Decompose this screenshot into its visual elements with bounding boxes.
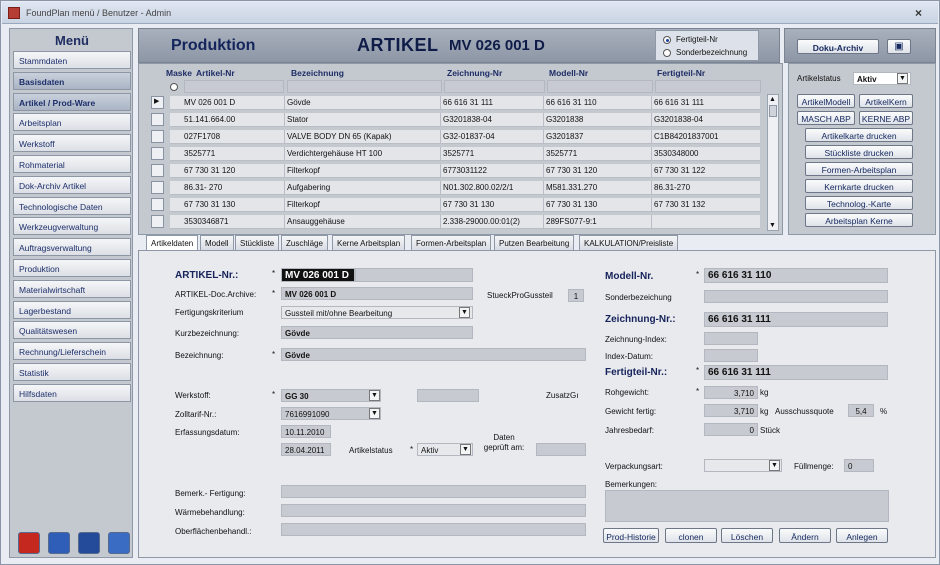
gewicht-unit: kg [760, 407, 769, 416]
tools-icon[interactable] [78, 532, 100, 554]
tab[interactable]: Formen-Arbeitsplan [411, 235, 491, 251]
header-right-panel [784, 28, 936, 63]
fuell-label: Füllmenge: [794, 462, 834, 471]
table-cell: 3530348000 [654, 149, 699, 158]
modell-input[interactable]: 66 616 31 110 [704, 268, 888, 283]
chevron-down-icon[interactable]: ▼ [460, 444, 471, 455]
ausschuss-unit: % [880, 407, 888, 416]
sidebar-item[interactable]: Stammdaten [13, 51, 131, 69]
table-cell: C1B84201837001 [654, 132, 719, 141]
zusatz-input[interactable] [417, 389, 479, 402]
erfassung2-input[interactable]: 28.04.2011 [281, 443, 331, 456]
table-cell: G3201838-04 [654, 115, 703, 124]
tab[interactable]: KALKULATION/Preisliste [579, 235, 678, 251]
scroll-down-icon[interactable]: ▼ [769, 222, 776, 229]
chevron-down-icon[interactable]: ▼ [369, 390, 380, 401]
app-icon [8, 7, 20, 19]
jahres-label: Jahresbedarf: [605, 426, 654, 435]
tab-bar [138, 235, 936, 251]
tab[interactable]: Stückliste [235, 235, 279, 251]
required-marker: * [410, 445, 414, 454]
row-selector[interactable] [151, 130, 164, 143]
jahres-input[interactable]: 0 [704, 423, 758, 436]
erfassung-label: Erfassungsdatum: [175, 428, 240, 437]
action-button[interactable]: Formen-Arbeitsplan [805, 162, 913, 176]
bezeichnung-label: Bezeichnung: [175, 351, 224, 360]
oberflaeche-input[interactable] [281, 523, 586, 536]
column-divider [651, 130, 652, 144]
oberflaeche-label: Oberflächenbehandl.: [175, 527, 252, 536]
jahres-unit: Stück [760, 426, 781, 435]
table-row[interactable] [170, 113, 760, 127]
erfassung-input[interactable]: 10.11.2010 [281, 425, 331, 438]
idatum-input[interactable] [704, 349, 758, 362]
table-row[interactable] [170, 147, 760, 161]
status-select[interactable]: Aktiv [853, 72, 911, 85]
chevron-down-icon[interactable]: ▼ [897, 73, 908, 84]
daten-input[interactable] [536, 443, 586, 456]
verpackung-label: Verpackungsart: [605, 462, 663, 471]
column-divider [284, 96, 285, 110]
table-row[interactable] [170, 164, 760, 178]
loeschen-button[interactable]: Löschen [721, 528, 773, 543]
window-title: FoundPlan menü / Benutzer - Admin [26, 8, 172, 18]
rohgewicht-input[interactable]: 3,710 [704, 386, 758, 399]
chevron-down-icon[interactable]: ▼ [769, 460, 780, 471]
column-divider [543, 215, 544, 229]
table-cell: 67 730 31 122 [654, 166, 706, 175]
doc-archive-input[interactable]: MV 026 001 D [281, 287, 473, 300]
column-divider [651, 164, 652, 178]
action-button[interactable]: Arbeitsplan Kerne [805, 213, 913, 227]
filter-bezeichnung[interactable] [287, 80, 442, 93]
werkstoff-label: Werkstoff: [175, 391, 211, 400]
fertigungskriterium-label: Fertigungskriterium [175, 308, 244, 317]
column-divider [440, 164, 441, 178]
row-selector[interactable]: ▶ [151, 96, 164, 109]
artikel-nr-input-rest[interactable] [355, 268, 473, 282]
grid-scrollbar[interactable] [767, 94, 779, 231]
column-divider [543, 130, 544, 144]
aendern-button[interactable]: Ändern [779, 528, 831, 543]
sidebar-item[interactable]: Werkzeugverwaltung [13, 217, 131, 235]
artikel-label: ARTIKEL [357, 35, 439, 55]
filter-modell-nr[interactable] [547, 80, 653, 93]
table-cell: G3201837 [546, 132, 584, 141]
table-row[interactable] [170, 130, 760, 144]
sidebar-item[interactable]: Rohmaterial [13, 155, 131, 173]
column-divider [284, 198, 285, 212]
globe-icon[interactable] [48, 532, 70, 554]
table-cell: Ansauggehäuse [287, 217, 345, 226]
column-divider [440, 147, 441, 161]
table-cell: 86.31-270 [654, 183, 691, 192]
column-divider [440, 130, 441, 144]
filter-artikel-nr[interactable] [184, 80, 284, 93]
rohgewicht-label: Rohgewicht: [605, 388, 650, 397]
table-row[interactable] [170, 198, 760, 212]
fertigteil-label: Fertigteil-Nr.: [605, 367, 668, 378]
column-divider [651, 215, 652, 229]
column-divider [651, 96, 652, 110]
table-cell: 67 730 31 130 [443, 200, 495, 209]
zeichnung-input[interactable]: 66 616 31 111 [704, 312, 888, 327]
camera-icon[interactable]: ▣ [887, 39, 911, 54]
gewicht-input[interactable]: 3,710 [704, 404, 758, 417]
required-marker: * [272, 390, 276, 399]
sidebar-item[interactable]: Technologische Daten [13, 197, 131, 215]
sidebar-item[interactable]: Materialwirtschaft [13, 280, 131, 298]
radio-sonder[interactable] [663, 49, 671, 57]
table-row[interactable] [170, 181, 760, 195]
action-button[interactable]: Artikelkarte drucken [805, 128, 913, 142]
table-cell: MV 026 001 D [184, 98, 236, 107]
column-divider [440, 181, 441, 195]
row-selector[interactable] [151, 147, 164, 160]
sidebar-item[interactable]: Artikel / Prod-Ware [13, 93, 131, 111]
masch-abp-button[interactable]: MASCH ABP [797, 111, 855, 125]
sidebar-item[interactable]: Dok-Archiv Artikel [13, 176, 131, 194]
stueck-input[interactable]: 1 [568, 289, 584, 302]
modell-label: Modell-Nr. [605, 271, 654, 282]
table-cell: Gövde [287, 98, 311, 107]
table-cell: 3525771 [546, 149, 578, 158]
col-zeichnung-nr: Zeichnung-Nr [447, 68, 503, 78]
kurzbez-input[interactable]: Gövde [281, 326, 473, 339]
table-row[interactable] [170, 215, 760, 229]
row-selector[interactable] [151, 215, 164, 228]
kurzbez-label: Kurzbezeichnung: [175, 329, 240, 338]
power-icon[interactable] [18, 532, 40, 554]
table-cell: Stator [287, 115, 309, 124]
section-title: Produktion [171, 37, 256, 54]
table-cell: 67 730 31 120 [546, 166, 598, 175]
column-divider [543, 164, 544, 178]
artikel-number: MV 026 001 D [449, 37, 545, 54]
table-cell: 027F1708 [184, 132, 221, 141]
action-button[interactable]: Stückliste drucken [805, 145, 913, 159]
idatum-label: Index-Datum: [605, 352, 654, 361]
required-marker: * [272, 269, 276, 278]
zeichnung-label: Zeichnung-Nr.: [605, 314, 676, 325]
window-icon[interactable] [108, 532, 130, 554]
column-divider [651, 113, 652, 127]
column-divider [543, 181, 544, 195]
status-label: Artikelstatus [797, 74, 841, 83]
radio-sonder-label: Sonderbezeichnung [676, 48, 748, 57]
zindex-input[interactable] [704, 332, 758, 345]
table-cell: 3530346871 [184, 217, 229, 226]
zindex-label: Zeichnung-Index: [605, 335, 667, 344]
required-marker: * [696, 366, 700, 375]
prod-historie-button[interactable]: Prod-Historie [603, 528, 659, 543]
bemerk-input[interactable] [281, 485, 586, 498]
ausschuss-input[interactable]: 5,4 [848, 404, 874, 417]
column-divider [440, 215, 441, 229]
column-divider [651, 198, 652, 212]
column-divider [543, 96, 544, 110]
row-selector[interactable] [151, 113, 164, 126]
zolltarif-label: Zolltarif-Nr.: [175, 410, 217, 419]
clonen-button[interactable]: clonen [665, 528, 717, 543]
column-divider [651, 181, 652, 195]
sidebar-item[interactable]: Arbeitsplan [13, 113, 131, 131]
fertigungskriterium-select[interactable]: Gussteil mit/ohne Bearbeitung [281, 306, 473, 319]
artikelmodell-button[interactable]: ArtikelModell [797, 94, 855, 108]
sidebar-item[interactable]: Statistik [13, 363, 131, 381]
tab[interactable]: Putzen Bearbeitung [494, 235, 574, 251]
scroll-thumb[interactable] [769, 105, 777, 117]
doc-archive-label: ARTIKEL-Doc.Archive: [175, 290, 257, 299]
table-cell: G32-01837-04 [443, 132, 495, 141]
mask-label: Maske [166, 68, 192, 78]
waerme-label: Wärmebehandlung: [175, 508, 245, 517]
bezeichnung-input[interactable]: Gövde [281, 348, 586, 361]
column-divider [543, 198, 544, 212]
tab[interactable]: Modell [200, 235, 234, 251]
tab[interactable]: Kerne Arbeitsplan [332, 235, 405, 251]
column-divider [543, 147, 544, 161]
anlegen-button[interactable]: Anlegen [836, 528, 888, 543]
tab[interactable]: Zuschläge [281, 235, 328, 251]
table-cell: G3201838-04 [443, 115, 492, 124]
radio-fertigteil[interactable] [663, 36, 671, 44]
row-selector[interactable] [151, 181, 164, 194]
action-button[interactable]: Kernkarte drucken [805, 179, 913, 193]
column-divider [284, 181, 285, 195]
table-cell: 3525771 [443, 149, 475, 158]
sidebar-item[interactable]: Produktion [13, 259, 131, 277]
detail-panel [138, 250, 936, 558]
table-cell: Filterkopf [287, 166, 320, 175]
rohgewicht-unit: kg [760, 388, 769, 397]
table-cell: Verdichtergehäuse HT 100 [287, 149, 383, 158]
mask-radio[interactable] [170, 83, 178, 91]
artikelstatus-select[interactable]: Aktiv [417, 443, 473, 456]
table-cell: 86.31- 270 [184, 183, 223, 192]
table-cell: G3201838 [546, 115, 584, 124]
column-divider [440, 96, 441, 110]
row-selector[interactable] [151, 198, 164, 211]
table-cell: 6773031122 [443, 166, 487, 175]
fuell-input[interactable]: 0 [844, 459, 874, 472]
table-cell: 66 616 31 111 [654, 98, 704, 107]
werkstoff-select[interactable]: GG 30 [281, 389, 381, 402]
column-divider [284, 164, 285, 178]
waerme-input[interactable] [281, 504, 586, 517]
action-button[interactable]: Technolog.-Karte [805, 196, 913, 210]
table-cell: 66 616 31 111 [443, 98, 493, 107]
sonder-input[interactable] [704, 290, 888, 303]
artikel-nr-input[interactable]: MV 026 001 D [281, 268, 355, 282]
sidebar-item[interactable]: Auftragsverwaltung [13, 238, 131, 256]
table-row[interactable] [170, 96, 760, 110]
column-divider [440, 113, 441, 127]
table-cell: 3525771 [184, 149, 216, 158]
filter-fertigteil-nr[interactable] [655, 80, 761, 93]
table-cell: 66 616 31 110 [546, 98, 597, 107]
zolltarif-select[interactable]: 7616991090 [281, 407, 381, 420]
chevron-down-icon[interactable]: ▼ [369, 408, 380, 419]
tab[interactable]: Artikeldaten [146, 235, 198, 252]
radio-fertigteil-label: Fertigteil-Nr [676, 35, 718, 44]
kerne-abp-button[interactable]: KERNE ABP [859, 111, 913, 125]
sidebar-item[interactable]: Rechnung/Lieferschein [13, 342, 131, 360]
stueck-label: StueckProGussteil [487, 291, 553, 300]
column-divider [543, 113, 544, 127]
row-selector[interactable] [151, 164, 164, 177]
search-mode-group [655, 30, 759, 61]
sidebar-item[interactable]: Werkstoff [13, 134, 131, 152]
column-divider [284, 113, 285, 127]
column-divider [284, 130, 285, 144]
table-cell: N01.302.800.02/2/1 [443, 183, 514, 192]
table-cell: 2.338-29000.00:01(2) [443, 217, 520, 226]
table-cell: 67 730 31 130 [184, 200, 236, 209]
column-divider [284, 215, 285, 229]
required-marker: * [696, 387, 700, 396]
required-marker: * [272, 350, 276, 359]
required-marker: * [696, 270, 700, 279]
title-bar [2, 2, 938, 24]
doku-archiv-button[interactable]: Doku-Archiv [797, 39, 879, 54]
required-marker: * [272, 289, 276, 298]
gewicht-label: Gewicht fertig: [605, 407, 657, 416]
table-cell: 67 730 31 132 [654, 200, 706, 209]
ausschuss-label: Ausschussquote [775, 407, 834, 416]
table-cell: 67 730 31 120 [184, 166, 236, 175]
artikel-nr-label: ARTIKEL-Nr.: [175, 270, 239, 281]
sidebar-menu [9, 28, 133, 558]
col-fertigteil-nr: Fertigteil-Nr [657, 68, 706, 78]
col-artikel-nr: Artikel-Nr [196, 68, 235, 78]
column-divider [284, 147, 285, 161]
sonder-label: Sonderbezeichung [605, 293, 672, 302]
table-cell: 289FS077-9:1 [546, 217, 597, 226]
bemerkungen-input[interactable] [605, 490, 889, 522]
artikelkern-button[interactable]: ArtikelKern [859, 94, 913, 108]
zusatz-label: ZusatzGı [546, 391, 579, 400]
table-cell: M581.331.270 [546, 183, 598, 192]
close-icon[interactable]: × [914, 6, 922, 20]
column-divider [440, 198, 441, 212]
bemerkungen-label: Bemerkungen: [605, 480, 658, 489]
filter-zeichnung-nr[interactable] [444, 80, 545, 93]
fertigteil-input[interactable]: 66 616 31 111 [704, 365, 888, 380]
article-grid [138, 63, 783, 235]
table-cell: Aufgabering [287, 183, 331, 192]
column-divider [651, 147, 652, 161]
table-cell: 67 730 31 130 [546, 200, 598, 209]
col-bezeichnung: Bezeichnung [291, 68, 344, 78]
table-cell: Filterkopf [287, 200, 320, 209]
bemerk-label: Bemerk.- Fertigung: [175, 489, 246, 498]
sidebar-item[interactable]: Hilfsdaten [13, 384, 131, 402]
table-cell: 51.141.664.00 [184, 115, 236, 124]
col-modell-nr: Modell-Nr [549, 68, 589, 78]
table-cell: VALVE BODY DN 65 (Kapak) [287, 132, 392, 141]
sidebar-item[interactable]: Basisdaten [13, 72, 131, 90]
daten-label: Daten geprüft am: [483, 433, 525, 452]
artikelstatus-label: Artikelstatus [349, 446, 393, 455]
action-panel [788, 63, 936, 235]
chevron-down-icon[interactable]: ▼ [459, 307, 470, 318]
sidebar-item[interactable]: Qualitätswesen [13, 321, 131, 339]
sidebar-item[interactable]: Lagerbestand [13, 301, 131, 319]
menu-header: Menü [55, 33, 89, 48]
scroll-up-icon[interactable]: ▲ [769, 96, 776, 103]
